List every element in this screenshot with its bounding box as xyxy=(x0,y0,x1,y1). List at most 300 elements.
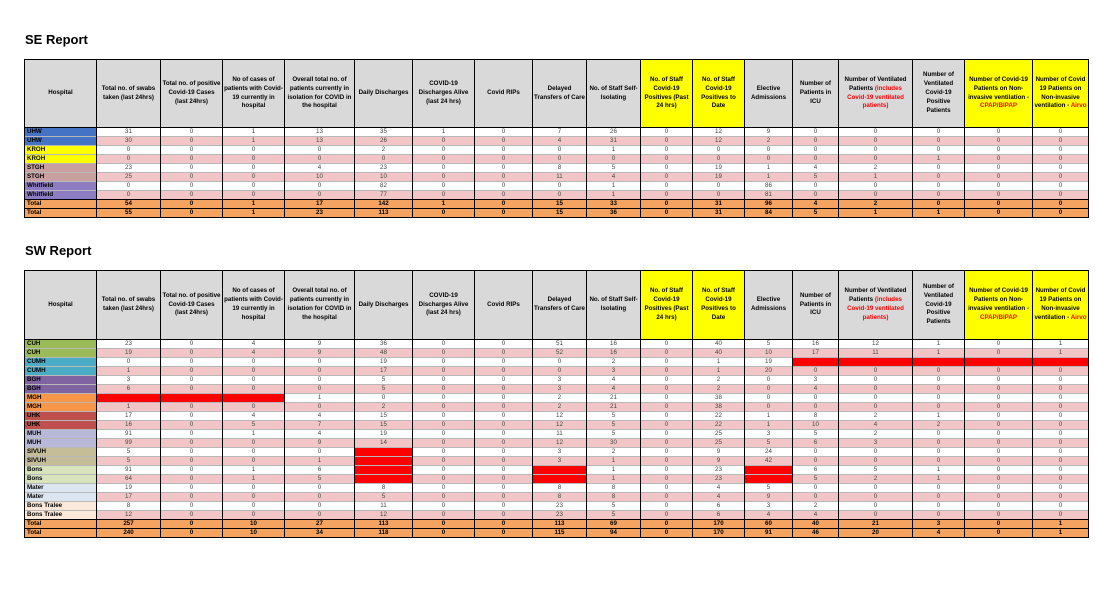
table-cell: 35 xyxy=(355,128,413,137)
table-cell: 0 xyxy=(413,173,475,182)
table-cell: 6 xyxy=(693,502,745,511)
table-cell: 2 xyxy=(355,146,413,155)
table-cell: 0 xyxy=(285,385,355,394)
table-cell: 3 xyxy=(913,520,965,529)
table-cell: 113 xyxy=(533,520,587,529)
table-cell: 0 xyxy=(285,358,355,367)
table-cell: 0 xyxy=(1033,200,1089,209)
table-cell: 3 xyxy=(793,376,839,385)
table-cell: 8 xyxy=(97,502,161,511)
table-cell: 0 xyxy=(413,457,475,466)
col-staff-positive-to-date: No. of Staff Covid-19 Positives to Date xyxy=(693,271,745,340)
table-cell: 0 xyxy=(641,164,693,173)
table-cell: 9 xyxy=(745,128,793,137)
table-cell: 0 xyxy=(1033,376,1089,385)
table-cell: 5 xyxy=(97,448,161,457)
col-hospital: Hospital xyxy=(25,60,97,128)
table-cell: 1 xyxy=(223,209,285,218)
table-row xyxy=(25,412,1089,421)
table-cell: 4 xyxy=(587,376,641,385)
table-cell: 2 xyxy=(533,403,587,412)
table-row xyxy=(25,146,1089,155)
table-cell: 0 xyxy=(161,164,223,173)
table-cell: 0 xyxy=(965,403,1033,412)
total-row xyxy=(25,520,1089,529)
table-cell: 1 xyxy=(223,200,285,209)
table-row xyxy=(25,358,1089,367)
table-cell: 0 xyxy=(413,412,475,421)
table-cell: 12 xyxy=(355,511,413,520)
table-cell: 240 xyxy=(97,529,161,538)
table-cell: 0 xyxy=(641,173,693,182)
table-cell: 0 xyxy=(161,200,223,209)
table-cell: 34 xyxy=(285,529,355,538)
table-cell: 1 xyxy=(587,182,641,191)
table-cell: 0 xyxy=(475,164,533,173)
table-cell: 0 xyxy=(355,394,413,403)
table-cell: 0 xyxy=(285,493,355,502)
col-delayed-transfers: Delayed Transfers of Care xyxy=(533,60,587,128)
table-cell: 0 xyxy=(161,155,223,164)
table-cell: 170 xyxy=(693,529,745,538)
table-cell xyxy=(97,394,161,403)
table-cell: 0 xyxy=(223,448,285,457)
table-row xyxy=(25,155,1089,164)
table-cell: 0 xyxy=(913,367,965,376)
table-cell: 0 xyxy=(965,340,1033,349)
table-cell: 2 xyxy=(839,430,913,439)
table-cell: 0 xyxy=(1033,421,1089,430)
table-cell: 0 xyxy=(913,448,965,457)
table-cell: 25 xyxy=(693,430,745,439)
table-cell: 1 xyxy=(223,475,285,484)
table-cell: 0 xyxy=(161,484,223,493)
table-cell: 0 xyxy=(913,394,965,403)
col-cpap-bipap xyxy=(965,271,1033,340)
table-cell: 0 xyxy=(285,367,355,376)
table-cell: 0 xyxy=(285,182,355,191)
table-cell: 0 xyxy=(965,367,1033,376)
table-cell xyxy=(913,358,965,367)
col-covid-rips: Covid RIPs xyxy=(475,60,533,128)
table-cell: 36 xyxy=(587,209,641,218)
table-cell: 21 xyxy=(839,520,913,529)
table-cell: 0 xyxy=(913,403,965,412)
hospital-name-cell: Total xyxy=(25,529,97,538)
table-cell: 0 xyxy=(793,128,839,137)
table-cell: 12 xyxy=(693,128,745,137)
table-cell: 4 xyxy=(839,421,913,430)
table-cell: 0 xyxy=(533,358,587,367)
table-cell: 8 xyxy=(355,484,413,493)
table-cell: 0 xyxy=(223,146,285,155)
table-cell: 0 xyxy=(1033,475,1089,484)
table-cell: 5 xyxy=(285,475,355,484)
col-staff-isolating: No. of Staff Self-Isolating xyxy=(587,60,641,128)
table-cell: 0 xyxy=(475,493,533,502)
table-cell: 11 xyxy=(839,349,913,358)
table-cell: 0 xyxy=(1033,412,1089,421)
table-cell: 1 xyxy=(223,128,285,137)
table-cell: 0 xyxy=(965,502,1033,511)
table-cell: 12 xyxy=(839,340,913,349)
table-cell: 0 xyxy=(965,484,1033,493)
table-cell: 115 xyxy=(533,529,587,538)
table-cell: 0 xyxy=(913,502,965,511)
table-cell: 4 xyxy=(793,385,839,394)
hospital-name-cell: Total xyxy=(25,209,97,218)
hospital-name-cell: Total xyxy=(25,200,97,209)
table-cell: 0 xyxy=(793,493,839,502)
table-cell: 2 xyxy=(693,376,745,385)
table-cell: 0 xyxy=(745,155,793,164)
table-cell: 19 xyxy=(693,164,745,173)
table-cell: 2 xyxy=(693,385,745,394)
table-cell: 5 xyxy=(355,376,413,385)
table-cell: 0 xyxy=(641,200,693,209)
table-cell: 8 xyxy=(587,484,641,493)
table-cell: 10 xyxy=(793,421,839,430)
table-cell: 0 xyxy=(223,164,285,173)
table-cell: 0 xyxy=(965,164,1033,173)
table-cell: 26 xyxy=(587,128,641,137)
table-cell: 0 xyxy=(285,448,355,457)
col-daily-discharges: Daily Discharges xyxy=(355,60,413,128)
table-cell: 0 xyxy=(413,502,475,511)
table-cell: 0 xyxy=(641,394,693,403)
table-cell: 0 xyxy=(161,209,223,218)
table-cell: 15 xyxy=(533,209,587,218)
table-cell: 0 xyxy=(223,155,285,164)
table-row xyxy=(25,367,1089,376)
table-cell: 0 xyxy=(413,367,475,376)
table-cell: 0 xyxy=(641,209,693,218)
table-cell: 15 xyxy=(355,421,413,430)
table-cell: 0 xyxy=(839,457,913,466)
table-cell: 0 xyxy=(285,155,355,164)
table-cell: 0 xyxy=(839,191,913,200)
table-row xyxy=(25,502,1089,511)
table-cell: 4 xyxy=(913,529,965,538)
table-cell: 0 xyxy=(1033,484,1089,493)
table-cell: 0 xyxy=(913,164,965,173)
table-cell: 38 xyxy=(693,403,745,412)
table-cell: 0 xyxy=(285,484,355,493)
table-cell: 0 xyxy=(641,520,693,529)
table-cell: 0 xyxy=(965,394,1033,403)
table-cell: 0 xyxy=(161,358,223,367)
table-cell: 0 xyxy=(413,466,475,475)
hospital-name-cell: MGH xyxy=(25,394,97,403)
table-cell: 55 xyxy=(97,209,161,218)
se-report-table xyxy=(24,59,1089,218)
table-cell: 1 xyxy=(587,457,641,466)
table-cell: 0 xyxy=(913,493,965,502)
table-cell: 4 xyxy=(793,200,839,209)
sw-table-body xyxy=(25,340,1089,538)
table-cell: 113 xyxy=(355,209,413,218)
table-cell: 3 xyxy=(533,448,587,457)
table-cell: 33 xyxy=(587,200,641,209)
table-cell xyxy=(965,358,1033,367)
table-cell: 36 xyxy=(355,340,413,349)
col-airvo-label: Number of Covid 19 Patients on Non-invasive ventilation - xyxy=(1034,287,1086,321)
col-ventilated-label: Number of Ventilated Patients xyxy=(844,75,907,92)
table-cell: 2 xyxy=(839,200,913,209)
table-cell: 4 xyxy=(587,173,641,182)
table-cell: 0 xyxy=(475,529,533,538)
table-cell: 9 xyxy=(745,493,793,502)
table-cell: 0 xyxy=(223,403,285,412)
table-cell: 0 xyxy=(475,439,533,448)
col-positive-cases: Total no. of positive Covid-19 Cases (last 24hrs) xyxy=(161,271,223,340)
table-cell: 11 xyxy=(533,430,587,439)
table-cell: 0 xyxy=(1033,457,1089,466)
table-cell: 8 xyxy=(793,412,839,421)
table-cell: 0 xyxy=(641,349,693,358)
table-cell: 22 xyxy=(693,412,745,421)
table-cell: 0 xyxy=(475,200,533,209)
table-cell: 0 xyxy=(965,137,1033,146)
table-cell: 0 xyxy=(475,209,533,218)
table-cell: 0 xyxy=(793,155,839,164)
table-cell: 0 xyxy=(745,394,793,403)
table-cell: 0 xyxy=(1033,385,1089,394)
hospital-name-cell: Whitfield xyxy=(25,182,97,191)
col-ventilated-label: Number of Ventilated Patients xyxy=(844,287,907,304)
table-row xyxy=(25,466,1089,475)
table-cell: 0 xyxy=(641,358,693,367)
table-cell: 0 xyxy=(641,128,693,137)
table-cell: 9 xyxy=(285,349,355,358)
table-cell: 0 xyxy=(1033,191,1089,200)
hospital-name-cell: Whitfield xyxy=(25,191,97,200)
table-cell: 9 xyxy=(285,439,355,448)
table-cell: 31 xyxy=(693,209,745,218)
table-cell: 0 xyxy=(475,421,533,430)
table-cell: 13 xyxy=(285,137,355,146)
table-cell: 0 xyxy=(641,385,693,394)
table-cell: 10 xyxy=(355,173,413,182)
table-cell: 91 xyxy=(97,430,161,439)
col-elective-admissions: Elective Admissions xyxy=(745,271,793,340)
col-ventilated xyxy=(839,60,913,128)
table-cell: 0 xyxy=(641,439,693,448)
col-cpap-label: Number of Covid-19 Patients on Non-invasive ventilation - xyxy=(968,75,1029,101)
col-ventilated-note: (includes Covid-19 ventilated patients) xyxy=(847,84,904,110)
table-cell: 10 xyxy=(223,529,285,538)
table-cell: 0 xyxy=(355,155,413,164)
col-delayed-transfers: Delayed Transfers of Care xyxy=(533,271,587,340)
table-cell: 0 xyxy=(161,191,223,200)
table-cell: 0 xyxy=(1033,502,1089,511)
table-cell: 0 xyxy=(161,529,223,538)
table-cell: 13 xyxy=(285,128,355,137)
table-cell: 0 xyxy=(1033,511,1089,520)
table-cell: 0 xyxy=(641,191,693,200)
table-cell: 25 xyxy=(693,439,745,448)
hospital-name-cell: BGH xyxy=(25,376,97,385)
table-cell: 0 xyxy=(913,200,965,209)
col-airvo-note: Airvo xyxy=(1070,313,1087,321)
table-cell: 11 xyxy=(533,173,587,182)
table-cell: 96 xyxy=(745,200,793,209)
table-cell: 0 xyxy=(965,511,1033,520)
table-cell: 2 xyxy=(839,412,913,421)
table-row xyxy=(25,191,1089,200)
table-cell: 5 xyxy=(745,484,793,493)
hospital-name-cell: CUMH xyxy=(25,367,97,376)
table-cell: 0 xyxy=(413,349,475,358)
hospital-name-cell: UHK xyxy=(25,412,97,421)
table-cell: 81 xyxy=(745,191,793,200)
table-cell: 1 xyxy=(913,475,965,484)
table-cell: 0 xyxy=(693,182,745,191)
table-cell: 0 xyxy=(161,421,223,430)
table-cell: 1 xyxy=(413,128,475,137)
se-header-row xyxy=(25,60,1089,128)
table-cell: 0 xyxy=(641,376,693,385)
table-cell: 0 xyxy=(913,173,965,182)
table-cell: 0 xyxy=(475,484,533,493)
table-cell: 0 xyxy=(285,191,355,200)
table-row xyxy=(25,448,1089,457)
table-cell: 0 xyxy=(641,448,693,457)
hospital-name-cell: UHK xyxy=(25,421,97,430)
table-cell: 3 xyxy=(533,376,587,385)
table-cell: 11 xyxy=(355,502,413,511)
table-cell: 0 xyxy=(223,358,285,367)
table-cell: 0 xyxy=(913,430,965,439)
hospital-name-cell: UHW xyxy=(25,128,97,137)
table-cell: 0 xyxy=(413,146,475,155)
table-row xyxy=(25,385,1089,394)
table-cell: 21 xyxy=(587,394,641,403)
table-cell: 0 xyxy=(161,403,223,412)
table-cell: 91 xyxy=(97,466,161,475)
table-cell: 0 xyxy=(913,457,965,466)
table-cell: 0 xyxy=(533,191,587,200)
table-cell: 30 xyxy=(97,137,161,146)
table-cell: 1 xyxy=(1033,340,1089,349)
table-cell: 19 xyxy=(745,358,793,367)
table-cell: 0 xyxy=(1033,448,1089,457)
table-cell xyxy=(745,466,793,475)
table-row xyxy=(25,403,1089,412)
table-cell: 51 xyxy=(533,340,587,349)
table-cell: 0 xyxy=(161,457,223,466)
table-cell: 1 xyxy=(1033,349,1089,358)
hospital-name-cell: MUH xyxy=(25,430,97,439)
table-cell: 0 xyxy=(913,191,965,200)
table-cell: 0 xyxy=(161,385,223,394)
table-cell: 1 xyxy=(285,457,355,466)
table-cell: 0 xyxy=(285,146,355,155)
table-cell: 4 xyxy=(793,511,839,520)
table-cell: 0 xyxy=(913,511,965,520)
table-cell: 0 xyxy=(965,200,1033,209)
table-cell: 0 xyxy=(475,146,533,155)
table-cell: 0 xyxy=(913,128,965,137)
table-cell: 0 xyxy=(641,466,693,475)
table-cell: 1 xyxy=(745,173,793,182)
table-cell: 0 xyxy=(693,146,745,155)
table-cell: 3 xyxy=(587,367,641,376)
table-cell: 0 xyxy=(97,191,161,200)
table-cell: 0 xyxy=(965,430,1033,439)
table-cell: 0 xyxy=(965,457,1033,466)
table-cell: 17 xyxy=(793,349,839,358)
table-cell: 20 xyxy=(839,529,913,538)
se-report-title: SE Report xyxy=(25,32,88,47)
table-cell: 54 xyxy=(97,200,161,209)
table-cell: 0 xyxy=(793,484,839,493)
table-cell: 21 xyxy=(587,403,641,412)
table-cell: 0 xyxy=(413,209,475,218)
table-cell: 0 xyxy=(641,367,693,376)
table-cell: 0 xyxy=(745,403,793,412)
table-cell: 0 xyxy=(965,146,1033,155)
table-cell: 0 xyxy=(413,164,475,173)
table-cell: 0 xyxy=(475,358,533,367)
table-cell: 0 xyxy=(413,520,475,529)
table-cell: 16 xyxy=(97,421,161,430)
table-cell: 0 xyxy=(965,349,1033,358)
table-cell: 0 xyxy=(413,376,475,385)
hospital-name-cell: Bons xyxy=(25,475,97,484)
hospital-name-cell: Bons Tralee xyxy=(25,502,97,511)
table-cell: 0 xyxy=(839,182,913,191)
table-cell: 1 xyxy=(587,146,641,155)
table-cell: 0 xyxy=(965,439,1033,448)
table-row xyxy=(25,493,1089,502)
table-cell: 0 xyxy=(965,529,1033,538)
table-cell: 4 xyxy=(285,430,355,439)
table-cell: 5 xyxy=(355,385,413,394)
table-cell: 0 xyxy=(223,376,285,385)
table-cell: 25 xyxy=(97,173,161,182)
table-cell: 23 xyxy=(533,511,587,520)
table-row xyxy=(25,475,1089,484)
table-cell: 9 xyxy=(693,448,745,457)
table-cell: 40 xyxy=(693,349,745,358)
table-cell: 0 xyxy=(161,137,223,146)
table-row xyxy=(25,182,1089,191)
table-cell: 0 xyxy=(1033,439,1089,448)
table-cell: 17 xyxy=(97,493,161,502)
table-cell: 0 xyxy=(413,182,475,191)
table-cell: 23 xyxy=(533,502,587,511)
table-row xyxy=(25,128,1089,137)
table-cell: 142 xyxy=(355,200,413,209)
table-cell: 4 xyxy=(793,164,839,173)
col-ventilated-note: (includes Covid-19 ventilated patients) xyxy=(847,296,904,321)
table-cell xyxy=(355,448,413,457)
col-daily-discharges: Daily Discharges xyxy=(355,271,413,340)
table-cell: 5 xyxy=(355,493,413,502)
table-cell: 0 xyxy=(533,155,587,164)
table-cell: 0 xyxy=(413,394,475,403)
table-cell: 0 xyxy=(413,430,475,439)
hospital-name-cell: Bons Tralee xyxy=(25,511,97,520)
table-cell: 3 xyxy=(745,502,793,511)
table-cell: 0 xyxy=(475,385,533,394)
table-cell: 0 xyxy=(1033,367,1089,376)
table-cell: 1 xyxy=(223,466,285,475)
table-cell: 0 xyxy=(641,412,693,421)
table-row xyxy=(25,173,1089,182)
table-cell: 0 xyxy=(1033,137,1089,146)
